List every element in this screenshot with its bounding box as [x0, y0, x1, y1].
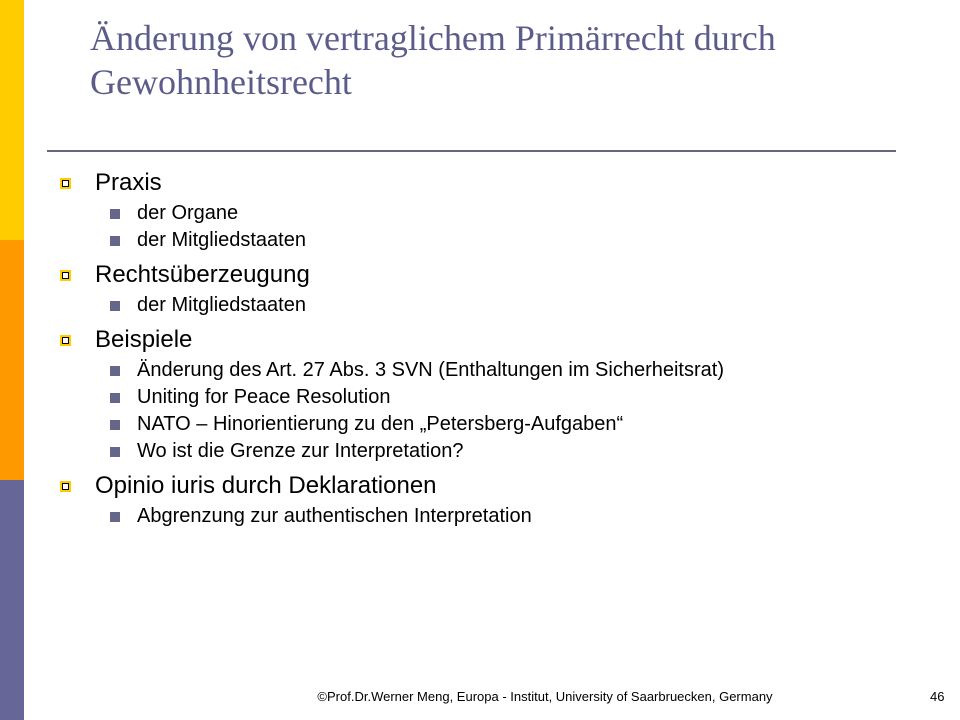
sub-bullet-item — [60, 440, 860, 463]
bullet-item-opinio-iuris — [60, 471, 860, 501]
sub-bullet-item — [60, 229, 860, 252]
sub-bullet-label: Abgrenzung zur authentischen Interpretation — [137, 505, 532, 527]
sidebar-purple-block — [0, 480, 24, 720]
filled-square-icon — [110, 393, 120, 403]
square-bullet-icon — [60, 481, 71, 492]
filled-square-icon — [110, 447, 120, 457]
sub-bullet-label: der Mitgliedstaaten — [137, 294, 306, 316]
square-bullet-icon — [60, 335, 71, 346]
sub-bullet-label: der Mitgliedstaaten — [137, 229, 306, 251]
sub-bullet-item — [60, 294, 860, 317]
sub-bullet-item — [60, 413, 860, 436]
sub-bullet-label: der Organe — [137, 202, 239, 224]
filled-square-icon — [110, 512, 120, 522]
slide-title: Änderung von vertraglichem Primärrecht durch Gewohnheitsrecht — [90, 18, 776, 102]
bullet-item-rechtsueberzeugung — [60, 260, 860, 290]
slide-footer: ©Prof.Dr.Werner Meng, Europa - Institut, University of Saarbruecken, Germany — [317, 689, 773, 704]
sidebar-yellow-block — [0, 0, 24, 240]
bullet-label: Opinio iuris durch Deklarationen — [95, 472, 437, 499]
bullet-list — [60, 168, 860, 532]
sub-bullet-label: Uniting for Peace Resolution — [137, 386, 391, 408]
filled-square-icon — [110, 209, 120, 219]
bullet-label: Beispiele — [95, 326, 193, 353]
sub-bullet-item — [60, 386, 860, 409]
filled-square-icon — [110, 236, 120, 246]
sub-bullet-label: NATO – Hinorientierung zu den „Petersberg-Aufgaben“ — [137, 413, 624, 435]
filled-square-icon — [110, 366, 120, 376]
sub-bullet-label: Wo ist die Grenze zur Interpretation? — [137, 440, 464, 462]
sidebar-orange-block — [0, 240, 24, 480]
bullet-item-beispiele — [60, 325, 860, 355]
bullet-item-praxis — [60, 168, 860, 198]
title-divider — [47, 150, 896, 152]
filled-square-icon — [110, 301, 120, 311]
bullet-label: Rechtsüberzeugung — [95, 261, 310, 288]
sub-bullet-item — [60, 359, 860, 382]
filled-square-icon — [110, 420, 120, 430]
square-bullet-icon — [60, 270, 71, 281]
bullet-label: Praxis — [95, 169, 162, 196]
sidebar-color-bar — [0, 0, 24, 720]
page-number: 46 — [930, 689, 945, 704]
sub-bullet-item — [60, 505, 860, 528]
sub-bullet-item — [60, 202, 860, 225]
sub-bullet-label: Änderung des Art. 27 Abs. 3 SVN (Enthaltungen im Sicherheitsrat) — [137, 359, 724, 381]
square-bullet-icon — [60, 178, 71, 189]
